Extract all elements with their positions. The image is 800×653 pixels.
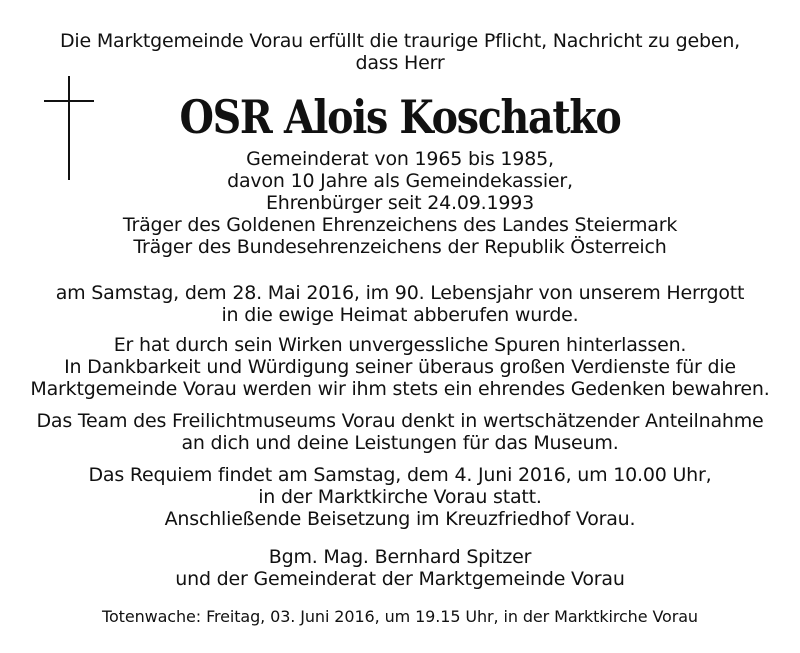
- deceased-name: OSR Alois Koschatko: [179, 90, 621, 144]
- requiem-line-1: Das Requiem findet am Samstag, dem 4. Juni 2016, um 10.00 Uhr,: [88, 464, 712, 486]
- honor-line-5: Träger des Bundesehrenzeichens der Republik Österreich: [133, 236, 667, 258]
- intro-line-2: dass Herr: [355, 52, 445, 74]
- requiem-line-2: in der Marktkirche Vorau statt.: [258, 486, 542, 508]
- honor-line-3: Ehrenbürger seit 24.09.1993: [265, 192, 535, 214]
- tribute-line-1: Er hat durch sein Wirken unvergessliche Spuren hinterlassen.: [113, 334, 687, 356]
- death-line-1: am Samstag, dem 28. Mai 2016, im 90. Lebensjahr von unserem Herrgott: [55, 282, 745, 304]
- honor-line-4: Träger des Goldenen Ehrenzeichens des Landes Steiermark: [122, 214, 678, 236]
- honor-line-1: Gemeinderat von 1965 bis 1985,: [246, 148, 554, 170]
- requiem-line-3: Anschließende Beisetzung im Kreuzfriedhof Vorau.: [164, 508, 636, 530]
- museum-line-2: an dich und deine Leistungen für das Museum.: [181, 432, 619, 454]
- intro-line-1: Die Marktgemeinde Vorau erfüllt die traurige Pflicht, Nachricht zu geben,: [59, 30, 741, 52]
- signature-line-1: Bgm. Mag. Bernhard Spitzer: [268, 546, 532, 568]
- tribute-line-3: Marktgemeinde Vorau werden wir ihm stets ein ehrendes Gedenken bewahren.: [30, 378, 770, 400]
- honor-line-2: davon 10 Jahre als Gemeindekassier,: [227, 170, 573, 192]
- museum-line-1: Das Team des Freilichtmuseums Vorau denkt in wertschätzender Anteilnahme: [36, 410, 764, 432]
- tribute-line-2: In Dankbarkeit und Würdigung seiner überaus großen Verdienste für die: [64, 356, 736, 378]
- death-line-2: in die ewige Heimat abberufen wurde.: [221, 304, 579, 326]
- signature-line-2: und der Gemeinderat der Marktgemeinde Vorau: [175, 568, 625, 590]
- wake-notice: Totenwache: Freitag, 03. Juni 2016, um 19.15 Uhr, in der Marktkirche Vorau: [102, 607, 698, 626]
